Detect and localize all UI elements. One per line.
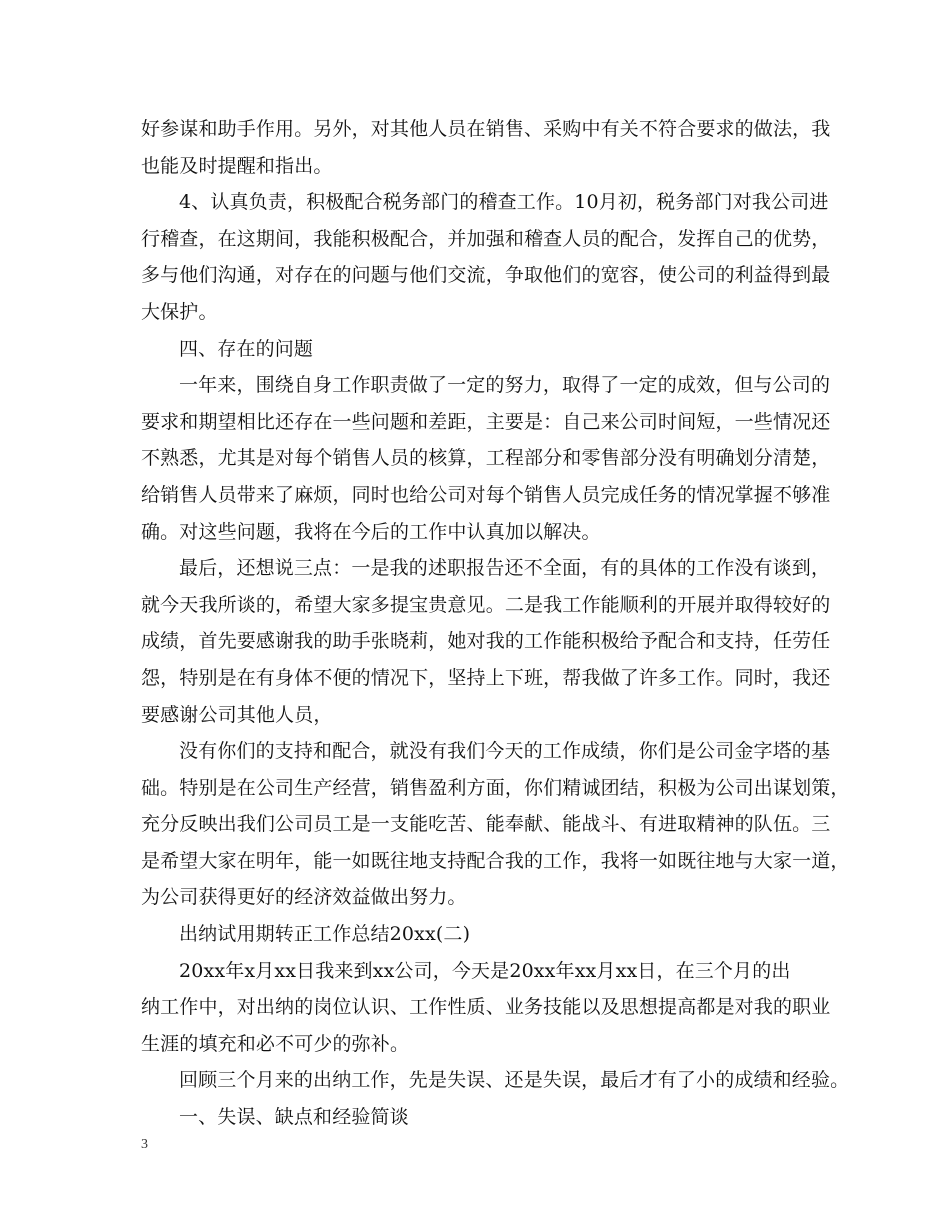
text-line: 确。对这些问题，我将在今后的工作中认真加以解决。 (141, 520, 601, 543)
text-line: 一年来，围绕自身工作职责做了一定的努力，取得了一定的成效，但与公司的 (179, 374, 831, 397)
text-line: 础。特别是在公司生产经营，销售盈利方面，你们精诚团结，积极为公司出谋划策， (141, 776, 850, 799)
text-line: 好参谋和助手作用。另外，对其他人员在销售、采购中有关不符合要求的做法，我 (141, 118, 831, 140)
text-line: 要感谢公司其他人员， (141, 703, 333, 726)
text-line: 给销售人员带来了麻烦，同时也给公司对每个销售人员完成任务的情况掌握不够准 (141, 483, 831, 506)
text-line: 多与他们沟通，对存在的问题与他们交流，争取他们的宽容，使公司的利益得到最 (141, 264, 831, 287)
text-line: 也能及时提醒和指出。 (141, 154, 333, 177)
text-line: 生涯的填充和必不可少的弥补。 (141, 1032, 410, 1055)
text-line: 一、失误、缺点和经验简谈 (179, 1106, 409, 1129)
text-line: 为公司获得更好的经济效益做出努力。 (141, 886, 467, 909)
text-line: 最后，还想说三点：一是我的述职报告还不全面，有的具体的工作没有谈到， (179, 557, 831, 580)
text-line: 怨，特别是在有身体不便的情况下，坚持上下班，帮我做了许多工作。同时，我还 (141, 666, 831, 689)
text-line: 不熟悉，尤其是对每个销售人员的核算，工程部分和零售部分没有明确划分清楚， (141, 447, 831, 470)
text-line: 4、认真负责，积极配合税务部门的稽查工作。10月初，税务部门对我公司进 (179, 191, 829, 214)
text-line: 要求和期望相比还存在一些问题和差距，主要是：自己来公司时间短，一些情况还 (141, 410, 831, 433)
text-line: 是希望大家在明年，能一如既往地支持配合我的工作，我将一如既往地与大家一道， (141, 849, 850, 872)
text-line: 四、存在的问题 (179, 337, 314, 360)
text-line: 大保护。 (141, 300, 218, 323)
text-line: 成绩，首先要感谢我的助手张晓莉，她对我的工作能积极给予配合和支持，任劳任 (141, 630, 831, 653)
text-line: 充分反映出我们公司员工是一支能吃苦、能奉献、能战斗、有进取精神的队伍。三 (141, 813, 831, 836)
page-number: 3 (141, 1137, 148, 1152)
text-line: 行稽查，在这期间，我能积极配合，并加强和稽查人员的配合，发挥自己的优势， (141, 227, 831, 250)
text-line: 没有你们的支持和配合，就没有我们今天的工作成绩，你们是公司金字塔的基 (179, 740, 831, 763)
text-line: 纳工作中，对出纳的岗位认识、工作性质、业务技能以及思想提高都是对我的职业 (141, 996, 831, 1019)
text-line: 出纳试用期转正工作总结20xx(二) (179, 923, 471, 946)
document-body (141, 111, 850, 1136)
text-line: 20xx年x月xx日我来到xx公司，今天是20xx年xx月xx日，在三个月的出 (179, 959, 791, 982)
text-line: 回顾三个月来的出纳工作，先是失误、还是失误，最后才有了小的成绩和经验。 (179, 1069, 850, 1092)
text-line: 就今天我所谈的，希望大家多提宝贵意见。二是我工作能顺利的开展并取得较好的 (141, 593, 831, 616)
